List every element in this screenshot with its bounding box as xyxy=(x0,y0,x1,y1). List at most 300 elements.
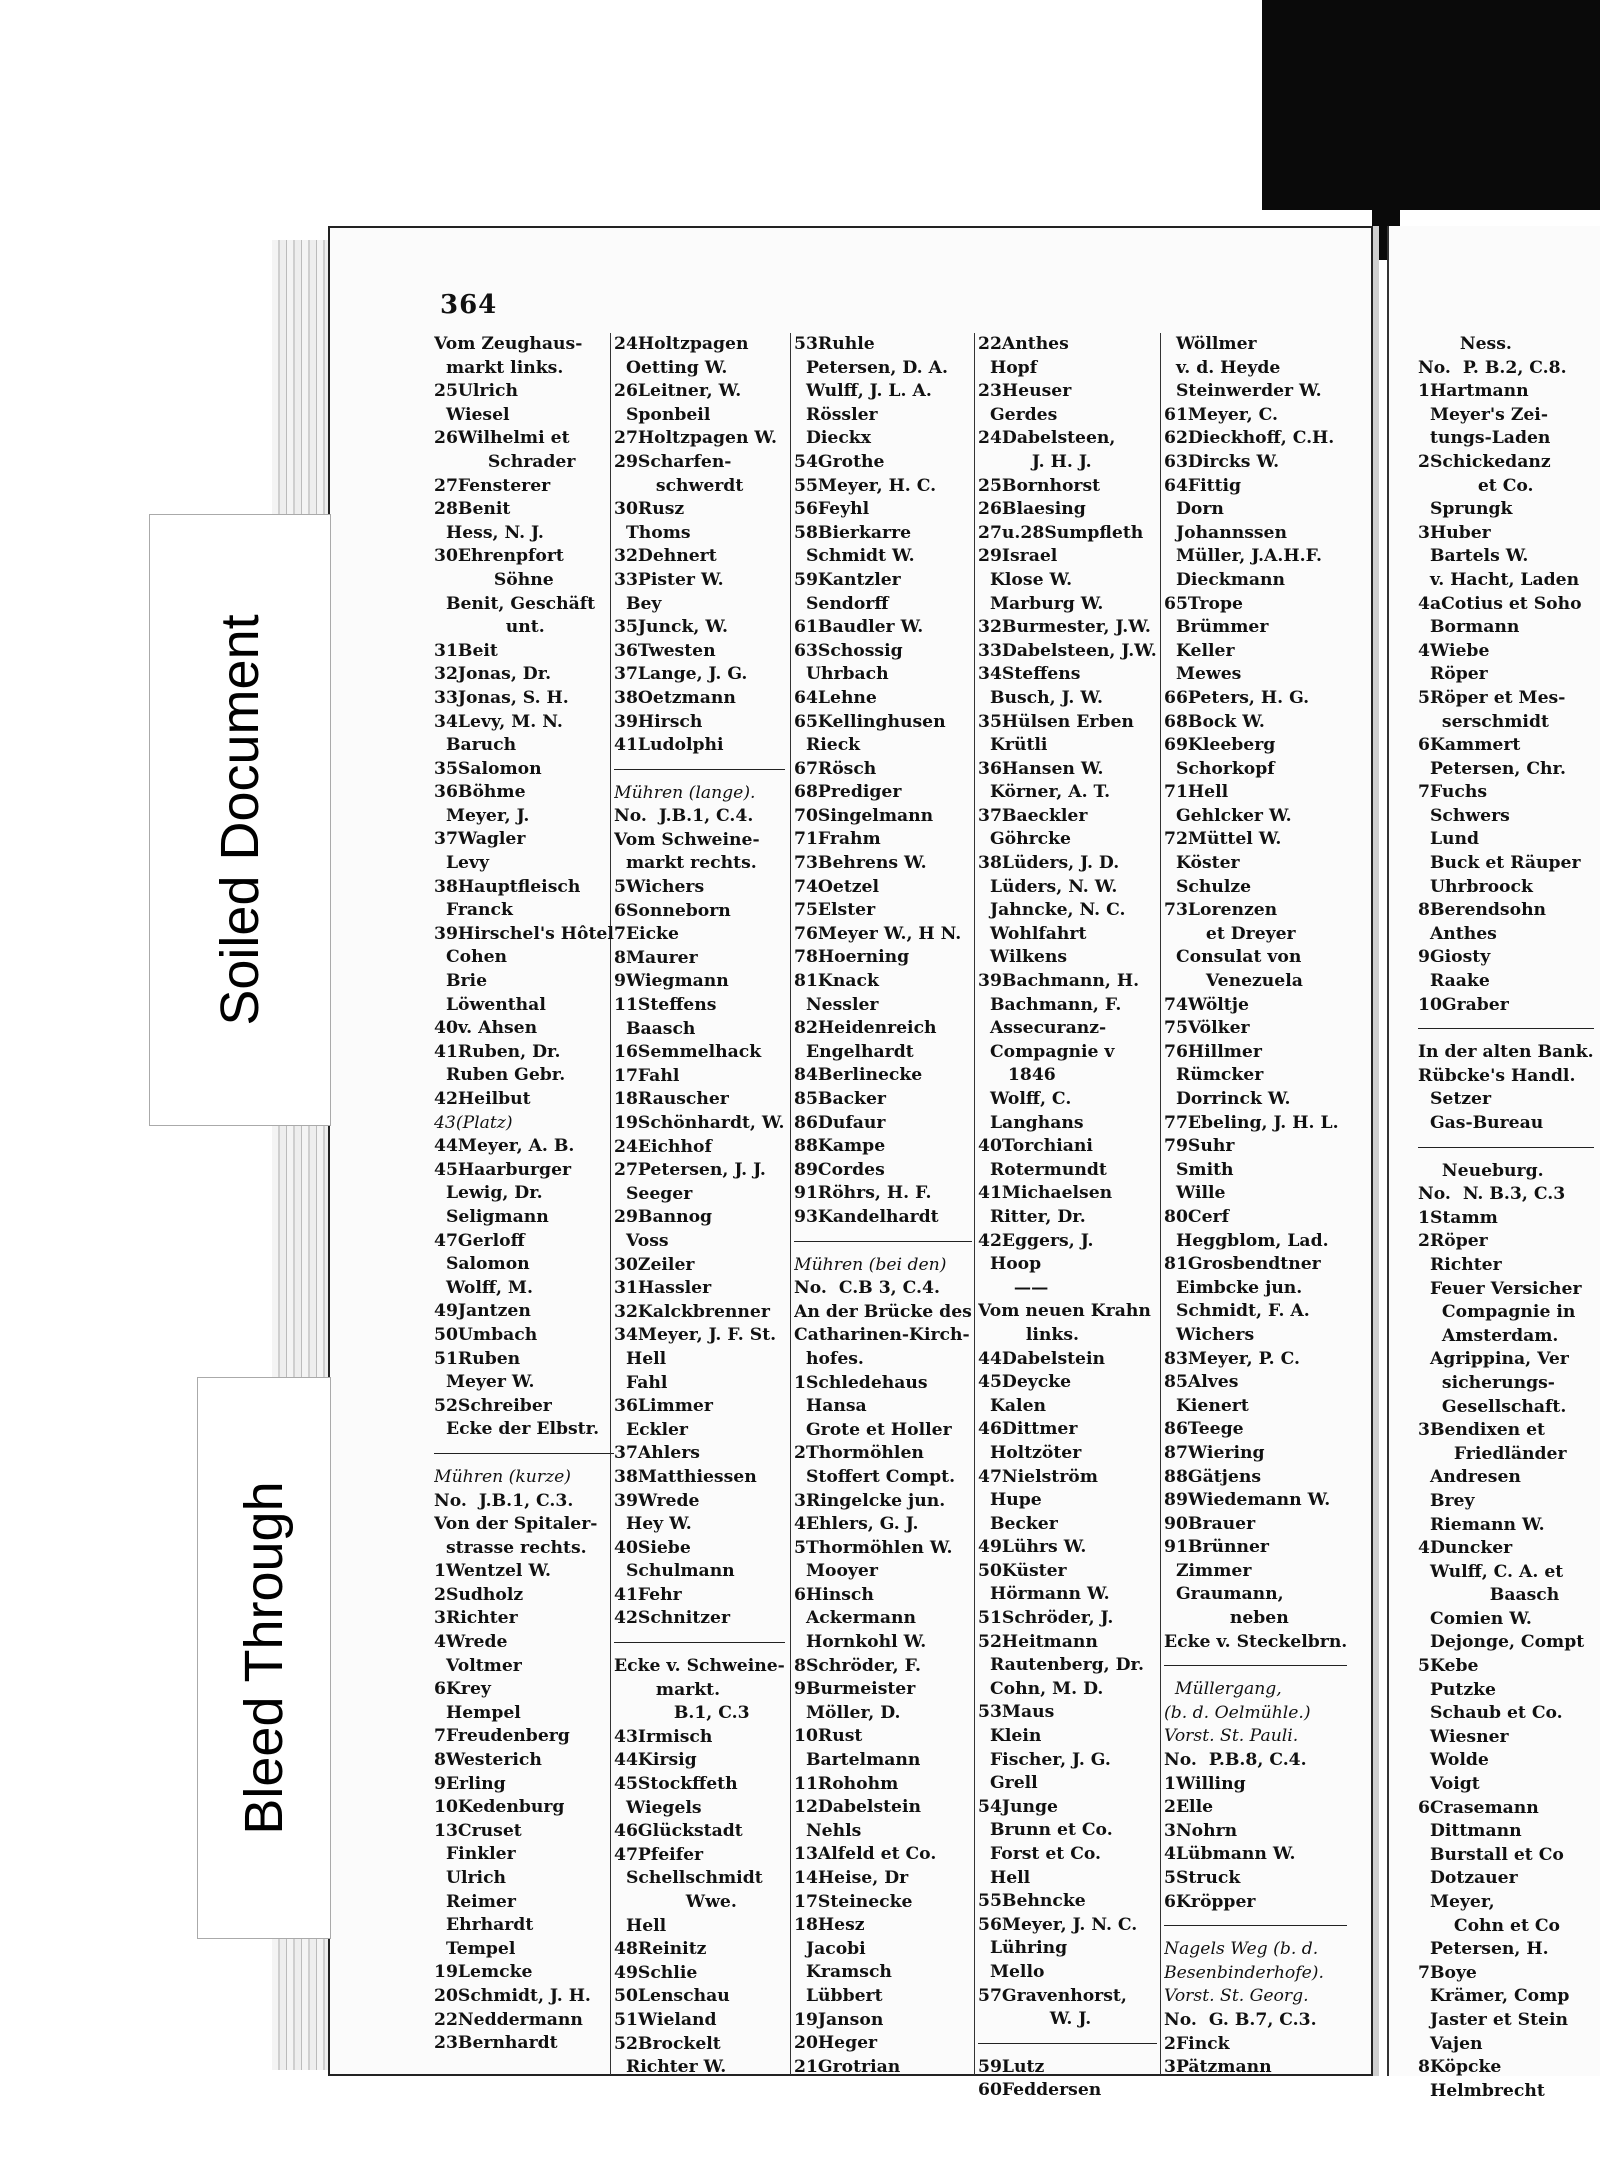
column-rule xyxy=(790,333,791,2075)
directory-entry: 36Hansen W. xyxy=(978,758,1104,779)
directory-entry: 21Grotrian xyxy=(794,2056,901,2077)
directory-entry: 33Pister W. xyxy=(614,569,724,590)
directory-entry: Kramsch xyxy=(794,1962,892,1983)
directory-entry: 38Lüders, J. D. xyxy=(978,853,1120,874)
directory-entry: 3Richter xyxy=(434,1608,518,1629)
directory-entry: Baasch xyxy=(614,1018,696,1039)
directory-entry: 1Willing xyxy=(1164,1773,1246,1794)
directory-entry: 26Leitner, W. xyxy=(614,381,742,402)
directory-entry: 86Dufaur xyxy=(794,1112,886,1133)
section-separator xyxy=(614,758,785,770)
directory-entry: Meyer W. xyxy=(434,1372,535,1393)
directory-entry: 1Schledehaus xyxy=(794,1372,928,1393)
directory-entry: 31Hassler xyxy=(614,1278,712,1299)
directory-entry: 5Wichers xyxy=(614,877,705,898)
directory-entry: Stoffert Compt. xyxy=(794,1466,956,1487)
directory-entry: Riemann W. xyxy=(1418,1514,1545,1535)
directory-entry: 23Bernhardt xyxy=(434,2033,558,2054)
directory-entry: Wöllmer xyxy=(1164,334,1257,354)
directory-entry: 8Maurer xyxy=(614,947,698,968)
directory-entry: Cohen xyxy=(434,947,508,968)
directory-entry: 38Hauptfleisch xyxy=(434,876,581,897)
directory-entry: markt rechts. xyxy=(614,853,757,874)
directory-entry: 35Salomon xyxy=(434,758,542,779)
directory-entry: 51Ruben xyxy=(434,1348,521,1369)
directory-entry: Voss xyxy=(614,1230,669,1251)
directory-entry: Schaub et Co. xyxy=(1418,1703,1563,1724)
directory-entry: 36Böhme xyxy=(434,782,526,803)
directory-entry: Müller, J.A.H.F. xyxy=(1164,546,1323,567)
directory-entry: 3Ringelcke jun. xyxy=(794,1490,946,1511)
directory-entry: Lund xyxy=(1418,829,1480,850)
directory-entry: 73Behrens W. xyxy=(794,853,927,874)
directory-entry: 64Lehne xyxy=(794,687,877,708)
directory-entry: 71Frahm xyxy=(794,829,881,850)
directory-entry: 66Peters, H. G. xyxy=(1164,687,1310,708)
directory-entry: Ackermann xyxy=(794,1608,916,1629)
directory-entry: Hell xyxy=(614,1348,667,1369)
directory-entry: 6Krey xyxy=(434,1679,491,1700)
directory-entry: 31Beit xyxy=(434,640,498,661)
directory-entry: 9Burmeister xyxy=(794,1679,916,1700)
directory-entry: No. G. B.7, C.3. xyxy=(1164,2009,1317,2030)
directory-entry: 4Duncker xyxy=(1418,1538,1513,1559)
directory-entry: 6Sonneborn xyxy=(614,900,731,921)
directory-entry: Sprungk xyxy=(1418,499,1513,520)
directory-entry: 61Baudler W. xyxy=(794,617,924,638)
directory-entry: 27u.28Sumpfleth xyxy=(978,522,1144,543)
directory-entry: —— xyxy=(978,1277,1049,1298)
directory-entry: Reimer xyxy=(434,1891,516,1912)
directory-entry: 11Rohohm xyxy=(794,1773,899,1794)
directory-entry: 89Wiedemann W. xyxy=(1164,1490,1331,1511)
directory-entry: Petersen, Chr. xyxy=(1418,758,1567,779)
directory-entry: Burstall et Co xyxy=(1418,1844,1564,1865)
directory-entry: 5Röper et Mes- xyxy=(1418,687,1566,708)
directory-entry: Dieckx xyxy=(794,428,871,449)
directory-entry: Becker xyxy=(978,1513,1058,1534)
directory-entry: Lühring xyxy=(978,1938,1068,1959)
directory-entry: 32Burmester, J.W. xyxy=(978,617,1151,638)
directory-entry: W. J. xyxy=(978,2009,1092,2030)
directory-entry: 25Bornhorst xyxy=(978,475,1101,496)
directory-entry: 32Kalckbrenner xyxy=(614,1301,770,1322)
directory-entry: 87Wiering xyxy=(1164,1442,1265,1463)
directory-entry: Hempel xyxy=(434,1702,521,1723)
directory-entry: 26Wilhelmi et xyxy=(434,428,570,449)
directory-entry: Petersen, D. A. xyxy=(794,357,948,378)
directory-entry: sicherungs- xyxy=(1418,1372,1555,1393)
directory-entry: Buck et Räuper xyxy=(1418,853,1581,874)
directory-entry: 18Rauscher xyxy=(614,1089,729,1110)
directory-entry: Ecke v. Schweine- xyxy=(614,1656,785,1677)
directory-entry: Vom neuen Krahn xyxy=(978,1301,1151,1322)
directory-entry: 62Dieckhoff, C.H. xyxy=(1164,428,1335,449)
directory-entry: 1Hartmann xyxy=(1418,381,1529,402)
soiled-document-label xyxy=(150,515,330,1125)
directory-entry: tungs-Laden xyxy=(1418,428,1551,449)
directory-entry: 2Sudholz xyxy=(434,1584,524,1605)
directory-entry: et Dreyer xyxy=(1164,923,1296,944)
directory-entry: Meyer, xyxy=(1418,1892,1495,1912)
directory-entry: 44Dabelstein xyxy=(978,1348,1106,1369)
directory-entry: Nessler xyxy=(794,994,879,1015)
directory-entry: 59Kantzler xyxy=(794,569,901,590)
directory-entry: 10Graber xyxy=(1418,994,1509,1015)
directory-entry: Wille xyxy=(1164,1183,1226,1204)
directory-entry: Graumann, xyxy=(1164,1584,1284,1605)
directory-entry: 4Ehlers, G. J. xyxy=(794,1514,919,1535)
directory-entry: Vajen xyxy=(1418,2033,1483,2054)
directory-entry: Wulff, C. A. et xyxy=(1418,1561,1564,1582)
directory-entry: 2Röper xyxy=(1418,1231,1488,1252)
directory-entry: Gesellschaft. xyxy=(1418,1396,1567,1417)
directory-entry: 2Schickedanz xyxy=(1418,451,1551,472)
section-separator xyxy=(434,1442,614,1454)
directory-entry: Raake xyxy=(1418,971,1490,992)
directory-entry: 1846 xyxy=(978,1065,1056,1086)
directory-entry: Baasch xyxy=(1418,1585,1560,1606)
directory-entry: 55Behncke xyxy=(978,1891,1086,1912)
directory-entry: 76Meyer W., H N. xyxy=(794,923,962,944)
directory-entry: 27Petersen, J. J. xyxy=(614,1160,766,1181)
directory-entry: Mühren (lange). xyxy=(614,782,756,803)
bleed-through-text: Bleed Through xyxy=(234,1481,294,1835)
directory-entry: Rössler xyxy=(794,404,878,425)
directory-entry: strasse rechts. xyxy=(434,1537,587,1558)
directory-entry: Wwe. xyxy=(614,1892,737,1912)
directory-entry: 49Lührs W. xyxy=(978,1537,1087,1558)
directory-entry: Dejonge, Compt xyxy=(1418,1632,1585,1653)
directory-entry: No. P.B.8, C.4. xyxy=(1164,1750,1307,1771)
directory-entry: Schorkopf xyxy=(1164,758,1275,779)
directory-entry: 41Fehr xyxy=(614,1584,682,1605)
directory-entry: 56Feyhl xyxy=(794,499,870,520)
directory-entry: 45Deycke xyxy=(978,1372,1072,1393)
directory-entry: Schrader xyxy=(434,451,576,472)
directory-entry: 11Steffens xyxy=(614,995,717,1016)
directory-entry: Wilkens xyxy=(978,947,1068,968)
directory-entry: Köster xyxy=(1164,853,1240,874)
directory-entry: Mühren (bei den) xyxy=(794,1254,947,1275)
directory-entry: 8Berendsohn xyxy=(1418,900,1547,921)
directory-entry: 34Meyer, J. F. St. xyxy=(614,1325,777,1346)
directory-entry: Wolff, M. xyxy=(434,1277,533,1298)
directory-entry: 6Kammert xyxy=(1418,735,1521,756)
directory-entry: 33Jonas, S. H. xyxy=(434,687,569,708)
directory-entry: 86Teege xyxy=(1164,1419,1244,1440)
directory-entry: Benit, Geschäft xyxy=(434,593,596,614)
directory-entry: 63Dircks W. xyxy=(1164,451,1280,472)
directory-entry: Dotzauer xyxy=(1418,1868,1518,1889)
directory-entry: 74Oetzel xyxy=(794,876,879,897)
directory-entry: 41Ruben, Dr. xyxy=(434,1041,561,1062)
directory-entry: Dorrinck W. xyxy=(1164,1089,1291,1109)
section-separator xyxy=(978,2032,1157,2044)
directory-entry: 46Glückstadt xyxy=(614,1821,743,1842)
directory-entry: 3Nohrn xyxy=(1164,1820,1238,1841)
directory-entry: Schulmann xyxy=(614,1561,735,1582)
directory-entry: Mühren (kurze) xyxy=(434,1466,571,1487)
directory-entry: 35Junck, W. xyxy=(614,617,728,638)
directory-entry: Baruch xyxy=(434,735,517,756)
directory-entry: 42Heilbut xyxy=(434,1089,531,1109)
directory-entry: 78Hoerning xyxy=(794,947,910,968)
directory-entry: 90Brauer xyxy=(1164,1513,1256,1534)
directory-entry: Wolff, C. xyxy=(978,1089,1072,1109)
bleed-through-label xyxy=(198,1378,330,1938)
directory-entry: Steinwerder W. xyxy=(1164,381,1322,402)
directory-entry: Müllergang, xyxy=(1164,1679,1282,1700)
directory-entry: 91Brünner xyxy=(1164,1537,1269,1558)
directory-entry: B.1, C.3 xyxy=(614,1703,750,1724)
directory-entry: 51Schröder, J. xyxy=(978,1608,1114,1629)
directory-entry: 32Jonas, Dr. xyxy=(434,664,552,685)
directory-entry: Ecke v. Steckelbrn. xyxy=(1164,1631,1348,1652)
directory-entry: 40Torchiani xyxy=(978,1136,1093,1157)
directory-entry: 70Singelmann xyxy=(794,805,934,826)
directory-entry: 48Reinitz xyxy=(614,1939,707,1960)
directory-entry: Göhrcke xyxy=(978,829,1071,850)
directory-entry: Busch, J. W. xyxy=(978,687,1103,708)
scan-dark-corner xyxy=(1262,0,1600,210)
directory-entry: Franck xyxy=(434,900,513,921)
directory-entry: No. N. B.3, C.3 xyxy=(1418,1184,1566,1205)
directory-entry: Consulat von xyxy=(1164,947,1302,968)
directory-entry: 51Wieland xyxy=(614,2009,717,2030)
directory-entry: Tempel xyxy=(434,1938,516,1959)
directory-entry: Voigt xyxy=(1418,1774,1480,1795)
directory-entry: Smith xyxy=(1164,1159,1234,1180)
directory-entry: Vom Zeughaus- xyxy=(434,334,583,354)
directory-entry: 22Anthes xyxy=(978,334,1069,354)
directory-entry: Jaster et Stein xyxy=(1418,2009,1568,2030)
directory-entry: 61Meyer, C. xyxy=(1164,404,1278,425)
directory-entry: Lübbert xyxy=(794,1985,883,2006)
directory-entry: hofes. xyxy=(794,1348,864,1369)
directory-entry: Ehrhardt xyxy=(434,1915,534,1936)
directory-entry: Oetting W. xyxy=(614,357,728,378)
directory-entry: 36Limmer xyxy=(614,1396,713,1417)
directory-entry: Levy xyxy=(434,853,489,874)
directory-entry: 30Ehrenpfort xyxy=(434,546,564,567)
directory-entry: 39Bachmann, H. xyxy=(978,971,1140,992)
directory-entry: 68Bock W. xyxy=(1164,711,1265,732)
directory-entry: Bartelmann xyxy=(794,1750,921,1771)
directory-entry: 5Thormöhlen W. xyxy=(794,1537,953,1558)
directory-entry: 42Eggers, J. xyxy=(978,1230,1094,1251)
directory-entry: 35Hülsen Erben xyxy=(978,711,1134,732)
directory-entry: Vorst. St. Pauli. xyxy=(1164,1726,1299,1747)
directory-entry: 38Oetzmann xyxy=(614,687,736,708)
directory-entry: 44Kirsig xyxy=(614,1750,697,1771)
section-separator xyxy=(1418,1017,1594,1029)
directory-entry: 89Cordes xyxy=(794,1159,885,1180)
directory-entry: Grote et Holler xyxy=(794,1419,952,1440)
directory-entry: 4Lübmann W. xyxy=(1164,1844,1296,1865)
directory-entry: 19Janson xyxy=(794,2009,884,2030)
directory-entry: 46Dittmer xyxy=(978,1419,1078,1440)
directory-entry: Kienert xyxy=(1164,1395,1249,1416)
directory-column-3 xyxy=(794,333,972,2079)
directory-entry: Voltmer xyxy=(434,1655,522,1676)
directory-column-6 xyxy=(1418,333,1594,2103)
directory-entry: Cohn et Co xyxy=(1418,1915,1561,1936)
directory-entry: No. P. B.2, C.8. xyxy=(1418,357,1567,378)
directory-entry: Marburg W. xyxy=(978,593,1104,614)
directory-entry: Feuer Versicher xyxy=(1418,1278,1582,1299)
section-separator xyxy=(1164,1654,1347,1666)
directory-entry: 13Alfeld et Co. xyxy=(794,1844,937,1865)
directory-entry: Rautenberg, Dr. xyxy=(978,1655,1145,1676)
directory-entry: 54Grothe xyxy=(794,451,885,472)
directory-entry: 9Erling xyxy=(434,1773,506,1794)
directory-entry: markt links. xyxy=(434,357,564,378)
directory-entry: Bormann xyxy=(1418,617,1520,638)
directory-entry: 8Köpcke xyxy=(1418,2057,1502,2078)
section-separator xyxy=(614,1631,785,1643)
directory-entry: 54Junge xyxy=(978,1796,1058,1817)
directory-entry: Schellschmidt xyxy=(614,1868,763,1889)
directory-entry: 17Steinecke xyxy=(794,1891,913,1912)
directory-entry: Bey xyxy=(614,593,662,614)
directory-entry: Von der Spitaler- xyxy=(434,1514,598,1535)
directory-entry: 4Wrede xyxy=(434,1632,508,1653)
directory-entry: Dittmann xyxy=(1418,1821,1522,1842)
directory-entry: Hornkohl W. xyxy=(794,1632,927,1653)
directory-entry: Hell xyxy=(614,1915,667,1936)
directory-entry: 88Gätjens xyxy=(1164,1466,1261,1487)
directory-entry: 14Heise, Dr xyxy=(794,1868,909,1888)
directory-entry: Schmidt, F. A. xyxy=(1164,1301,1310,1322)
directory-entry: 9Giosty xyxy=(1418,947,1491,968)
directory-entry: Hess, N. J. xyxy=(434,522,544,543)
directory-entry: 58Bierkarre xyxy=(794,522,912,543)
directory-entry: Dorn xyxy=(1164,499,1224,520)
directory-entry: Körner, A. T. xyxy=(978,782,1111,803)
directory-entry: Cohn, M. D. xyxy=(978,1678,1104,1699)
directory-entry: schwerdt xyxy=(614,475,744,496)
directory-entry: No. J.B.1, C.3. xyxy=(434,1490,574,1511)
directory-entry: Finkler xyxy=(434,1844,516,1865)
directory-entry: markt. xyxy=(614,1679,721,1700)
directory-entry: Neueburg. xyxy=(1418,1160,1544,1181)
directory-entry: Ruben Gebr. xyxy=(434,1065,566,1086)
directory-entry: Rotermundt xyxy=(978,1159,1107,1180)
directory-entry: 84Berlinecke xyxy=(794,1065,923,1086)
directory-entry: 8Schröder, F. xyxy=(794,1655,922,1676)
directory-entry: 72Müttel W. xyxy=(1164,829,1282,850)
directory-entry: Gerdes xyxy=(978,404,1058,425)
directory-entry: 37Wagler xyxy=(434,829,526,850)
directory-entry: 5Kebe xyxy=(1418,1656,1479,1677)
directory-entry: 9Wiegmann xyxy=(614,971,729,992)
directory-entry: 3Huber xyxy=(1418,522,1491,543)
directory-entry: 73Lorenzen xyxy=(1164,900,1278,921)
directory-entry: Wichers xyxy=(1164,1324,1255,1345)
directory-entry: 47Pfeifer xyxy=(614,1844,704,1865)
directory-entry: An der Brücke des xyxy=(794,1301,972,1322)
directory-entry: 67Rösch xyxy=(794,758,877,779)
directory-entry: 7Boye xyxy=(1418,1962,1477,1983)
directory-entry: 18Hesz xyxy=(794,1915,865,1936)
directory-entry: 50Lenschau xyxy=(614,1986,730,2007)
directory-entry: 8Westerich xyxy=(434,1750,542,1771)
directory-entry: 52Brockelt xyxy=(614,2033,721,2054)
section-separator xyxy=(1418,1136,1594,1148)
directory-entry: 37Lange, J. G. xyxy=(614,664,748,685)
directory-entry: 5Struck xyxy=(1164,1868,1241,1888)
directory-entry: 53Ruhle xyxy=(794,334,875,354)
directory-column-1 xyxy=(434,333,614,2056)
directory-entry: 37Baeckler xyxy=(978,805,1088,826)
directory-entry: 2Thormöhlen xyxy=(794,1443,924,1464)
directory-entry: 45Haarburger xyxy=(434,1159,572,1180)
directory-entry: Vorst. St. Georg. xyxy=(1164,1986,1309,2007)
directory-entry: Sendorff xyxy=(794,593,889,614)
directory-entry: 34Steffens xyxy=(978,664,1081,685)
directory-entry: Klose W. xyxy=(978,569,1073,590)
directory-entry: 2Elle xyxy=(1164,1797,1214,1818)
directory-entry: Keller xyxy=(1164,640,1235,661)
directory-entry: 38Matthiessen xyxy=(614,1466,757,1487)
directory-entry: Compagnie in xyxy=(1418,1302,1576,1323)
directory-entry: 3Pätzmann xyxy=(1164,2057,1272,2078)
directory-entry: Langhans xyxy=(978,1112,1084,1133)
directory-entry: J. H. J. xyxy=(978,451,1092,472)
directory-entry: 37Ahlers xyxy=(614,1443,700,1464)
directory-entry: unt. xyxy=(434,617,545,638)
directory-entry: 6Hinsch xyxy=(794,1584,874,1605)
directory-entry: 19Lemcke xyxy=(434,1962,533,1983)
directory-entry: Krämer, Comp xyxy=(1418,1986,1570,2007)
directory-entry: Löwenthal xyxy=(434,994,546,1015)
directory-entry: Venezuela xyxy=(1164,971,1303,992)
directory-entry: v. d. Heyde xyxy=(1164,357,1281,378)
directory-entry: Petersen, H. xyxy=(1418,1939,1549,1960)
directory-entry: 26Blaesing xyxy=(978,499,1086,520)
directory-entry: 19Schönhardt, W. xyxy=(614,1113,785,1133)
directory-entry: 39Hirsch xyxy=(614,711,703,732)
directory-entry: 80Cerf xyxy=(1164,1206,1229,1227)
directory-entry: et Co. xyxy=(1418,475,1534,496)
directory-entry: links. xyxy=(978,1324,1079,1345)
directory-column-2 xyxy=(614,333,785,2080)
directory-entry: 82Heidenreich xyxy=(794,1018,937,1039)
directory-entry: 56Meyer, J. N. C. xyxy=(978,1914,1138,1935)
directory-entry: 81Knack xyxy=(794,971,879,992)
directory-entry: Meyer, J. xyxy=(434,805,530,826)
directory-entry: Besenbinderhofe). xyxy=(1164,1962,1324,1983)
directory-entry: No. J.B.1, C.4. xyxy=(614,806,754,827)
directory-entry: Gas-Bureau xyxy=(1418,1113,1544,1133)
directory-entry: Helmbrecht xyxy=(1418,2080,1545,2101)
directory-entry: Amsterdam. xyxy=(1418,1325,1559,1346)
directory-entry: 7Freudenberg xyxy=(434,1726,570,1747)
directory-entry: Brey xyxy=(1418,1490,1475,1511)
directory-entry: Compagnie v xyxy=(978,1041,1115,1062)
directory-entry: 59Lutz xyxy=(978,2056,1045,2077)
directory-entry: 4aCotius et Soho xyxy=(1418,593,1582,614)
directory-entry: Brümmer xyxy=(1164,617,1269,638)
directory-entry: 74Wöltje xyxy=(1164,994,1249,1015)
directory-entry: Anthes xyxy=(1418,923,1497,944)
directory-entry: Brie xyxy=(434,971,488,992)
directory-entry: Ulrich xyxy=(434,1868,507,1888)
directory-entry: 7Fuchs xyxy=(1418,782,1487,803)
directory-entry: Schwers xyxy=(1418,805,1510,826)
directory-entry: Wohlfahrt xyxy=(978,923,1087,944)
